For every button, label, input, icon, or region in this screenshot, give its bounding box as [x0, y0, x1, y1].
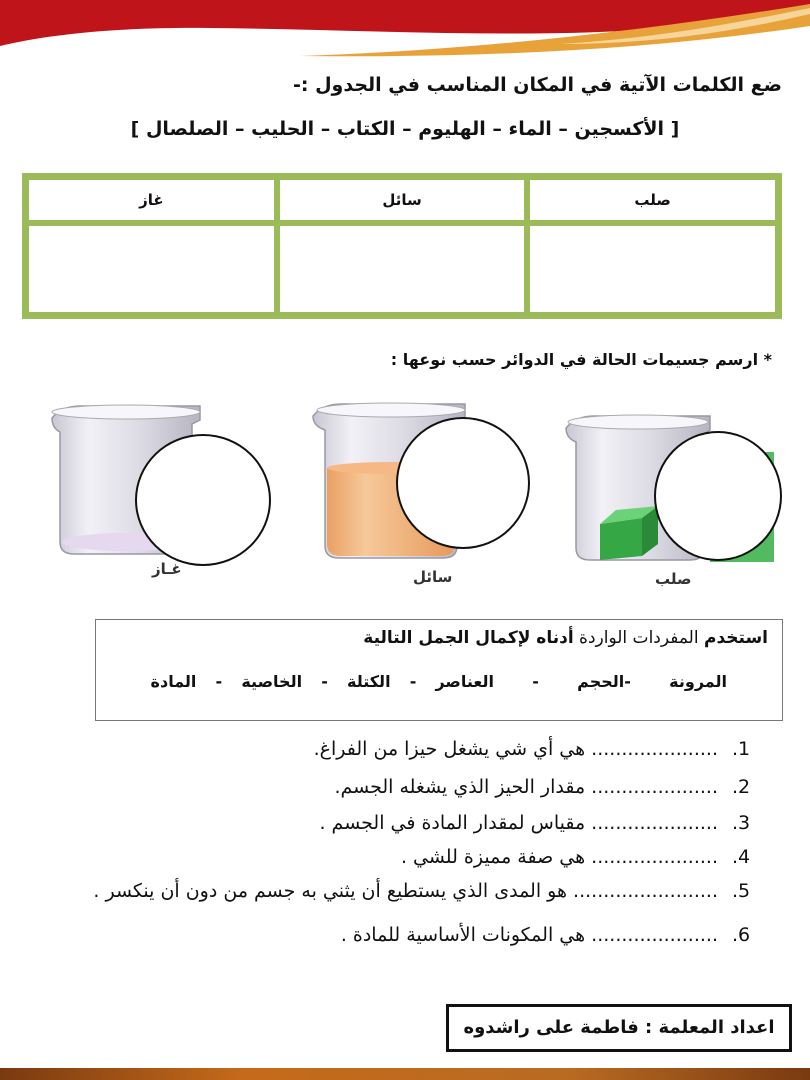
answer-cell-gas[interactable]: [26, 223, 277, 315]
question1-title: ضع الكلمات الآتية في المكان المناسب في الجدول :-: [292, 74, 782, 96]
answer-cell-liquid[interactable]: [277, 223, 528, 315]
sentence-6[interactable]: [341, 924, 782, 946]
header-liquid: سائل: [277, 177, 528, 223]
liquid-drawing-circle[interactable]: [396, 417, 530, 549]
sentence-number: 6.: [732, 924, 751, 946]
sentence-number: 5.: [732, 880, 751, 902]
vocabulary-words: المرونة -الحجم - العناصر - الكتلة - الخاصية - المادة: [150, 672, 727, 691]
solid-beaker-label: صلب: [655, 570, 692, 588]
answer-cell-solid[interactable]: [527, 223, 778, 315]
solid-drawing-circle[interactable]: [654, 431, 782, 561]
sentence-text: ..................... مقدار الحيز الذي يشغله الجسم.: [334, 776, 718, 798]
gas-beaker-label: غـاز: [152, 560, 182, 578]
footer-decoration: [0, 1068, 810, 1080]
question2-title: * ارسم جسيمات الحالة في الدوائر حسب نوعها :: [390, 350, 772, 369]
teacher-credit: اعداد المعلمة : فاطمة على راشدوه: [446, 1004, 792, 1052]
sentence-1[interactable]: [314, 738, 782, 760]
word-list: [ الأكسجين – الماء – الهليوم – الكتاب – الحليب – الصلصال ]: [130, 118, 680, 140]
vocabulary-box: [95, 619, 783, 721]
liquid-beaker-label: سائل: [413, 568, 453, 586]
sentence-4[interactable]: [401, 846, 782, 868]
sentence-2[interactable]: [334, 776, 782, 798]
instruction-regular: المفردات الواردة: [573, 628, 704, 648]
sentence-text: ..................... مقياس لمقدار المادة في الجسم .: [319, 812, 718, 834]
gas-drawing-circle[interactable]: [135, 434, 271, 566]
vocabulary-instruction: [363, 628, 768, 648]
sentence-number: 3.: [732, 812, 751, 834]
header-gas: غاز: [26, 177, 277, 223]
sentence-number: 2.: [732, 776, 751, 798]
instruction-bold2: أدناه لإكمال الجمل التالية: [363, 628, 574, 648]
sentence-number: 4.: [732, 846, 751, 868]
sentence-3[interactable]: [319, 812, 782, 834]
instruction-bold: استخدم: [703, 628, 768, 648]
sentence-text: ..................... هي أي شي يشغل حيزا من الفراغ.: [313, 738, 718, 760]
sentence-text: ........................ هو المدى الذي يستطيع أن يثني به جسم من دون أن ينكسر .: [93, 880, 718, 902]
sentence-number: 1.: [732, 738, 751, 760]
sentence-text: ..................... هي صفة مميزة للشي .: [400, 846, 718, 868]
sentence-5[interactable]: [93, 880, 782, 902]
states-table: [22, 173, 782, 319]
sentence-text: ..................... هي المكونات الأساسية للمادة .: [340, 924, 718, 946]
header-decoration: [0, 0, 810, 60]
header-solid: صلب: [527, 177, 778, 223]
